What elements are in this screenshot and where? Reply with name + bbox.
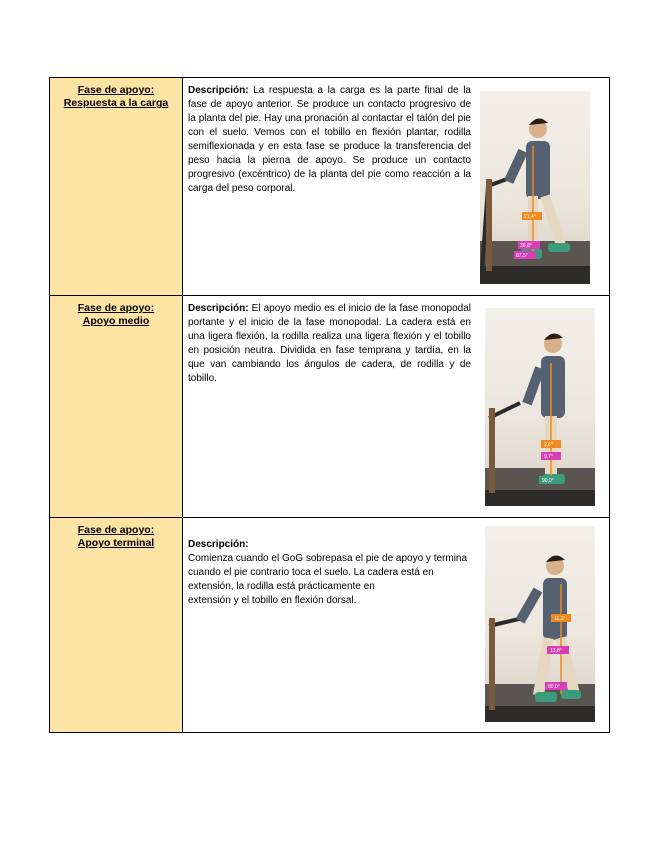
phase-title: Fase de apoyo: <box>77 84 155 96</box>
gait-photo-apoyo-terminal <box>485 526 595 722</box>
knee-angle-label: 13,8° <box>550 648 562 654</box>
hip-angle-label: 11,1° <box>554 616 566 622</box>
phase-name-cell <box>50 518 183 733</box>
description-cell <box>183 296 610 518</box>
description-body: El apoyo medio es el inicio de la fase monopodal portante y el inicio de la fase monopodal. La cadera está en una ligera flexión, la rodilla realiza una ligera flexión y el tobillo en posición neutra. Dividida en fase temprana y tardía, en la que van cambiando los ángulos de cadera, de rodilla y de tobillo. <box>188 303 471 384</box>
description-cell <box>183 78 610 296</box>
hip-angle-label: 2,6° <box>544 442 553 448</box>
phase-title: Fase de apoyo: <box>77 524 155 536</box>
description-text <box>188 84 471 196</box>
phase-subtitle: Apoyo terminal <box>77 537 155 549</box>
ankle-angle-label: 80,0° <box>548 684 560 690</box>
phase-name-cell <box>50 78 183 296</box>
table-row <box>50 78 610 296</box>
description-label: Descripción: <box>188 85 249 96</box>
description-text <box>188 524 471 608</box>
description-text <box>188 302 471 386</box>
knee-angle-label: 36,8° <box>520 243 532 249</box>
description-label: Descripción: <box>188 539 249 550</box>
ankle-angle-label: 87,5° <box>516 253 528 259</box>
table-row <box>50 518 610 733</box>
ankle-angle-label: 90,0° <box>542 478 554 484</box>
phase-subtitle: Apoyo medio <box>82 315 150 327</box>
description-body: La respuesta a la carga es la parte final de la fase de apoyo anterior. Se produce un contacto progresivo de la planta del pie. Hay una pronación al contactar el talón del pie con el suelo. Vemos con el tobillo en flexión plantar, rodilla semiflexionada y en esta fase se produce la transferencia del peso hacia la pierna de apoyo. Se produce un contacto progresivo (excéntrico) de la planta del pie como reacción a la carga del peso corporal. <box>188 85 471 194</box>
gait-phases-table <box>49 77 610 733</box>
phase-name-cell <box>50 296 183 518</box>
table-row <box>50 296 610 518</box>
hip-angle-label: 21,4° <box>524 214 536 220</box>
description-body: Comienza cuando el GoG sobrepasa el pie de apoyo y termina cuando el pie contrario toca el suelo. La cadera está en extensión, la rodilla está prácticamente en extensión y el tobillo en flexión dorsal. <box>188 553 468 606</box>
phase-subtitle: Respuesta a la carga <box>63 97 169 109</box>
description-label: Descripción: <box>188 303 249 314</box>
description-cell <box>183 518 610 733</box>
gait-photo-respuesta-carga <box>480 91 590 284</box>
phase-title: Fase de apoyo: <box>77 302 155 314</box>
knee-angle-label: 9,7° <box>544 454 553 460</box>
gait-photo-apoyo-medio <box>485 308 595 506</box>
